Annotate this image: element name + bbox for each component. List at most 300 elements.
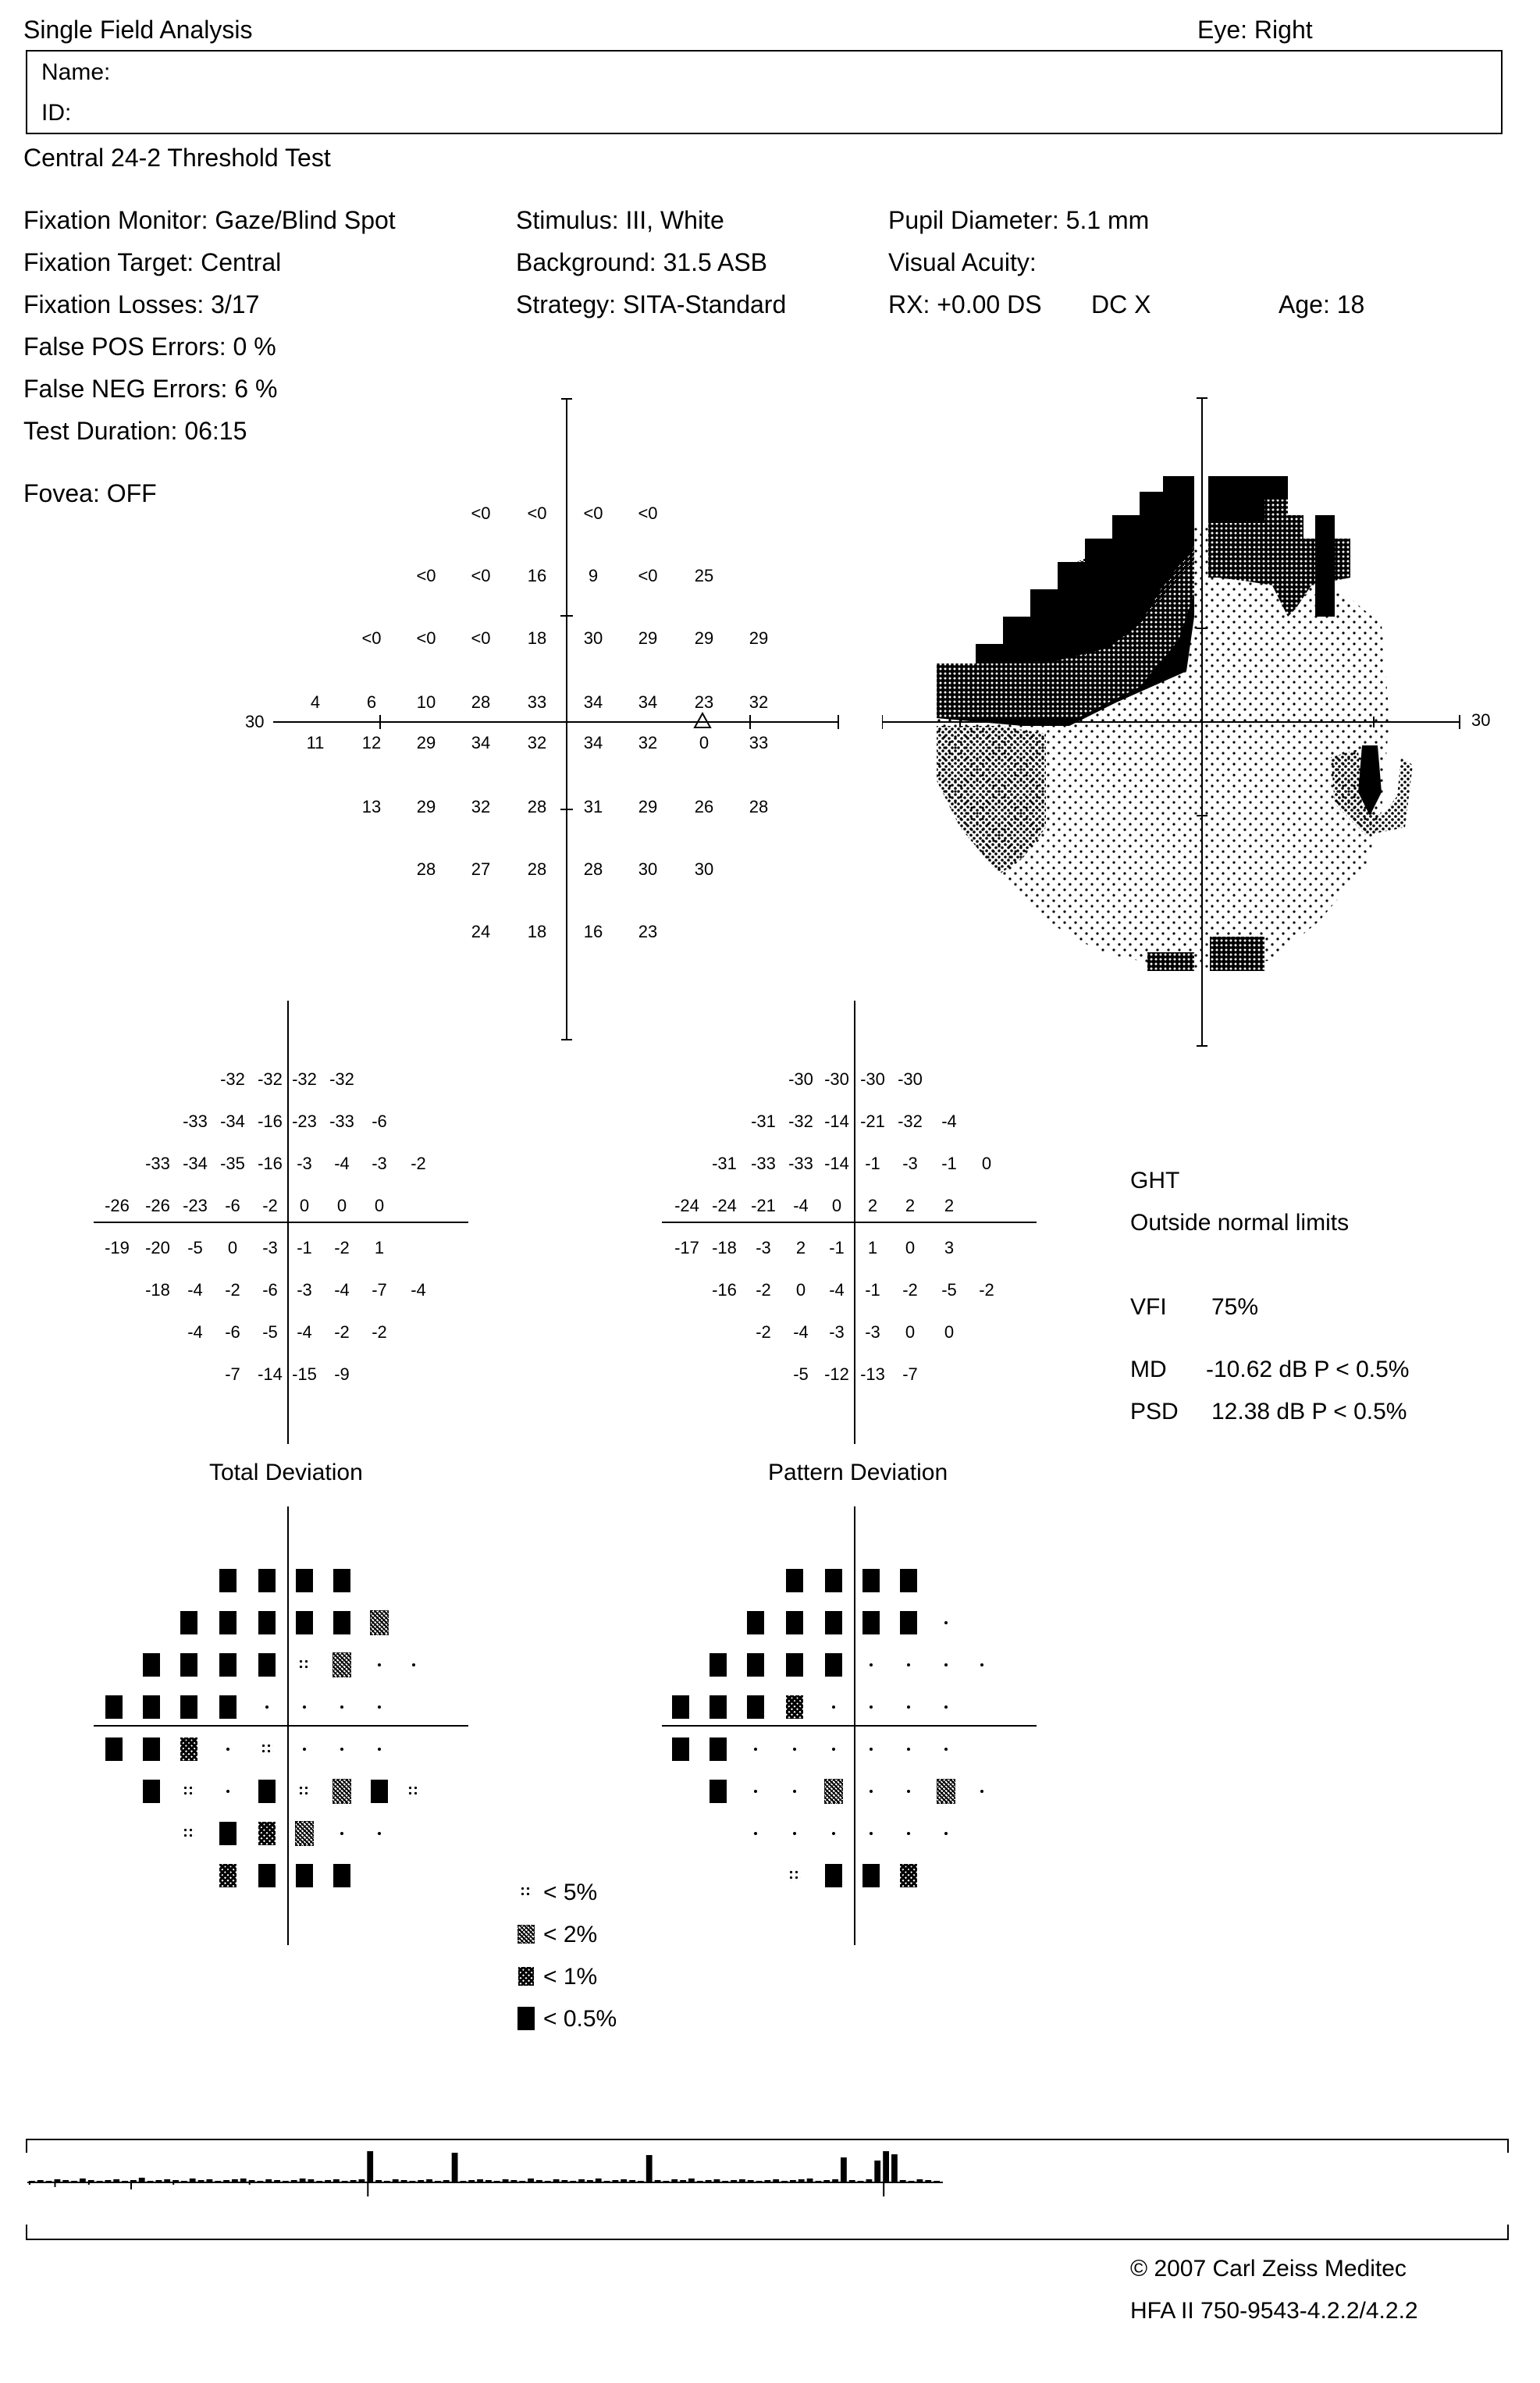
gaze-bar	[181, 2181, 187, 2182]
pattern-deviation-value: -31	[712, 1154, 737, 1173]
pattern-deviation-value: 2	[944, 1196, 955, 1215]
pattern-deviation-value: -31	[751, 1111, 776, 1131]
p5-symbol	[261, 1743, 273, 1755]
pattern-deviation-value: -30	[898, 1069, 923, 1089]
threshold-value: 30	[638, 859, 658, 879]
total-deviation-value: -5	[187, 1238, 203, 1257]
gaze-bar	[748, 2180, 754, 2182]
gaze-bar	[198, 2180, 205, 2182]
gaze-bar	[663, 2181, 670, 2182]
threshold-value: 30	[583, 628, 603, 648]
pattern-deviation-value: -5	[941, 1280, 957, 1300]
total-deviation-value: -19	[105, 1238, 130, 1257]
gaze-bar-down	[88, 2182, 90, 2185]
gaze-bar	[80, 2178, 86, 2182]
threshold-value: 13	[361, 797, 382, 816]
threshold-value: 26	[694, 797, 714, 816]
pattern-deviation-value: 0	[944, 1322, 955, 1342]
p05-symbol	[333, 1569, 350, 1592]
threshold-value: 29	[638, 628, 658, 648]
gaze-bar	[461, 2181, 467, 2182]
threshold-value: 0	[699, 733, 710, 752]
pattern-deviation-value: -4	[793, 1196, 809, 1215]
pattern-deviation-value: -1	[829, 1238, 845, 1257]
gaze-bar	[55, 2179, 61, 2182]
gaze-bar	[823, 2180, 830, 2182]
age: Age: 18	[1279, 290, 1365, 318]
p05-symbol	[143, 1780, 160, 1803]
gaze-bar-down	[29, 2182, 30, 2185]
gaze-bar	[841, 2157, 847, 2182]
normal-point-symbol	[944, 1705, 948, 1709]
gaze-bar	[503, 2179, 509, 2182]
total-deviation-value: -2	[411, 1154, 426, 1173]
p05-symbol	[180, 1653, 197, 1677]
normal-point-symbol	[944, 1832, 948, 1835]
total-deviation-value: -23	[292, 1111, 317, 1131]
p05-symbol	[105, 1695, 123, 1719]
p05-symbol	[672, 1695, 689, 1719]
total-deviation-value: -4	[187, 1322, 203, 1342]
gaze-bar	[88, 2180, 94, 2182]
pattern-deviation-value: -18	[712, 1238, 737, 1257]
gaze-bar	[528, 2178, 534, 2182]
threshold-value: 28	[527, 797, 547, 816]
total-deviation-value: -32	[292, 1069, 317, 1089]
threshold-value: 29	[416, 797, 436, 816]
threshold-value: <0	[471, 628, 491, 648]
total-deviation-value: 0	[336, 1196, 347, 1215]
p1-symbol	[258, 1822, 276, 1845]
pattern-deviation-value: -32	[898, 1111, 923, 1131]
total-deviation-value: -6	[225, 1196, 240, 1215]
gaze-bar	[816, 2181, 822, 2182]
gaze-bar	[393, 2179, 399, 2182]
gaze-bar	[410, 2181, 416, 2182]
pattern-deviation-value: -4	[793, 1322, 809, 1342]
normal-point-symbol	[265, 1705, 269, 1709]
total-deviation-value: -32	[329, 1069, 354, 1089]
normal-point-symbol	[870, 1790, 873, 1793]
gaze-bar	[130, 2180, 137, 2182]
gaze-bar	[570, 2181, 576, 2182]
threshold-value: 23	[638, 922, 658, 941]
p1-symbol	[786, 1695, 803, 1719]
pattern-deviation-value: -14	[824, 1154, 849, 1173]
gaze-bar	[384, 2181, 390, 2182]
pattern-deviation-value: -30	[788, 1069, 813, 1089]
test-duration: Test Duration: 06:15	[23, 417, 247, 445]
pattern-deviation-value: -7	[902, 1364, 918, 1384]
gaze-bar	[401, 2180, 407, 2182]
total-deviation-value: -26	[145, 1196, 170, 1215]
false-pos-errors: False POS Errors: 0 %	[23, 333, 276, 361]
threshold-value: 4	[310, 692, 321, 712]
normal-point-symbol	[378, 1663, 381, 1666]
gaze-bar	[29, 2181, 35, 2182]
gaze-bar	[452, 2153, 458, 2182]
threshold-value: 34	[471, 733, 491, 752]
pattern-deviation-value: -24	[712, 1196, 737, 1215]
p5-symbol	[788, 1869, 801, 1882]
fixation-target: Fixation Target: Central	[23, 248, 282, 276]
total-deviation-value: -6	[372, 1111, 387, 1131]
total-deviation-value: -26	[105, 1196, 130, 1215]
threshold-value: 29	[694, 628, 714, 648]
total-deviation-value: -2	[372, 1322, 387, 1342]
p05-symbol	[219, 1822, 237, 1845]
p05-symbol	[672, 1737, 689, 1761]
threshold-value: 18	[527, 628, 547, 648]
total-deviation-value: -1	[297, 1238, 312, 1257]
p05-symbol	[333, 1864, 350, 1887]
gaze-bar	[207, 2179, 213, 2182]
gaze-bar	[883, 2151, 889, 2182]
p05-symbol	[825, 1864, 842, 1887]
normal-point-symbol	[303, 1748, 306, 1751]
pattern-deviation-value: -1	[941, 1154, 957, 1173]
gaze-bar	[832, 2179, 838, 2182]
total-deviation-value: -33	[183, 1111, 208, 1131]
threshold-value: 28	[471, 692, 491, 712]
pupil-diameter: Pupil Diameter: 5.1 mm	[888, 206, 1150, 234]
gaze-bar	[258, 2181, 264, 2182]
normal-point-symbol	[944, 1621, 948, 1624]
normal-point-symbol	[303, 1705, 306, 1709]
total-deviation-value: -3	[372, 1154, 387, 1173]
p05-symbol	[143, 1695, 160, 1719]
copyright: © 2007 Carl Zeiss Meditec	[1130, 2256, 1407, 2282]
normal-point-symbol	[870, 1748, 873, 1751]
pattern-deviation-value: -30	[824, 1069, 849, 1089]
pattern-deviation-value: 0	[831, 1196, 842, 1215]
p2-symbol	[333, 1779, 351, 1804]
p5-symbol	[520, 1886, 532, 1898]
total-deviation-value: -4	[334, 1280, 350, 1300]
legend-p5: < 5%	[543, 1880, 598, 1905]
p05-symbol	[786, 1569, 803, 1592]
threshold-value: 12	[361, 733, 382, 752]
p05-symbol	[258, 1611, 276, 1634]
fovea-status: Fovea: OFF	[23, 479, 157, 507]
psd-value: 12.38 dB P < 0.5%	[1211, 1399, 1407, 1424]
version: HFA II 750-9543-4.2.2/4.2.2	[1130, 2298, 1418, 2324]
p05-symbol	[296, 1611, 313, 1634]
gaze-bar	[519, 2181, 525, 2182]
normal-point-symbol	[980, 1790, 983, 1793]
normal-point-symbol	[378, 1705, 381, 1709]
gaze-bar	[706, 2180, 712, 2182]
total-deviation-value: -4	[297, 1322, 312, 1342]
gaze-bar	[172, 2180, 179, 2182]
pattern-deviation-value: -1	[865, 1280, 880, 1300]
gaze-bar	[604, 2181, 610, 2182]
gaze-bar	[638, 2181, 644, 2182]
p05-symbol	[180, 1611, 197, 1634]
normal-point-symbol	[832, 1705, 835, 1709]
total-deviation-value: -2	[334, 1238, 350, 1257]
gaze-bar-down	[55, 2182, 56, 2187]
vfi-value: 75%	[1211, 1294, 1259, 1320]
total-deviation-value: -20	[145, 1238, 170, 1257]
gaze-bar	[849, 2180, 855, 2182]
total-deviation-value: 0	[299, 1196, 310, 1215]
gaze-bar	[798, 2179, 805, 2182]
pattern-deviation-value: -3	[756, 1238, 771, 1257]
id-label: ID:	[41, 100, 72, 126]
md-value: -10.62 dB P < 0.5%	[1206, 1357, 1410, 1382]
normal-point-symbol	[793, 1790, 796, 1793]
total-deviation-value: 0	[374, 1196, 385, 1215]
gaze-bar-down	[249, 2182, 251, 2185]
threshold-value: 32	[638, 733, 658, 752]
threshold-value: 33	[527, 692, 547, 712]
p1-symbol	[180, 1737, 197, 1761]
pattern-deviation-value: 2	[867, 1196, 878, 1215]
p2-symbol	[824, 1779, 843, 1804]
gaze-tracking-strip	[26, 2139, 1509, 2240]
gaze-bar	[71, 2181, 77, 2182]
pattern-deviation-value: -32	[788, 1111, 813, 1131]
pattern-deviation-value: 0	[905, 1322, 916, 1342]
threshold-value: 34	[583, 692, 603, 712]
pattern-deviation-value: -24	[674, 1196, 699, 1215]
pattern-deviation-value: 2	[905, 1196, 916, 1215]
gaze-bar	[866, 2179, 873, 2182]
p05-symbol	[371, 1780, 388, 1803]
p05-symbol	[710, 1695, 727, 1719]
gaze-bar-down	[367, 2182, 368, 2196]
p05-symbol	[105, 1737, 123, 1761]
gaze-bar	[190, 2178, 196, 2182]
threshold-value: <0	[416, 628, 436, 648]
p05-symbol	[219, 1653, 237, 1677]
gaze-bar	[97, 2181, 103, 2182]
p05-symbol	[143, 1737, 160, 1761]
gaze-bar-down	[883, 2182, 884, 2196]
total-deviation-value: 0	[227, 1238, 238, 1257]
pattern-deviation-value: -3	[865, 1322, 880, 1342]
pattern-deviation-title: Pattern Deviation	[768, 1460, 948, 1485]
pattern-deviation-value: -4	[829, 1280, 845, 1300]
pattern-deviation-value: 3	[944, 1238, 955, 1257]
normal-point-symbol	[870, 1663, 873, 1666]
fixation-losses: Fixation Losses: 3/17	[23, 290, 260, 318]
gaze-bar	[215, 2181, 221, 2182]
threshold-value: 10	[416, 692, 436, 712]
threshold-value: 29	[416, 733, 436, 752]
total-deviation-value: -3	[297, 1154, 312, 1173]
threshold-value: 32	[471, 797, 491, 816]
pattern-deviation-value: -21	[751, 1196, 776, 1215]
normal-point-symbol	[870, 1705, 873, 1709]
pattern-deviation-value: -33	[788, 1154, 813, 1173]
p05-symbol	[710, 1737, 727, 1761]
threshold-value: 24	[471, 922, 491, 941]
normal-point-symbol	[412, 1663, 415, 1666]
gaze-bar	[477, 2179, 483, 2182]
gaze-bar	[494, 2181, 500, 2182]
gaze-bar	[426, 2179, 432, 2182]
total-deviation-value: -2	[225, 1280, 240, 1300]
p5-symbol	[183, 1785, 195, 1798]
gaze-bar	[156, 2180, 162, 2182]
gaze-bar	[350, 2180, 357, 2182]
threshold-value: 18	[527, 922, 547, 941]
pattern-deviation-value: -33	[751, 1154, 776, 1173]
gaze-bar	[578, 2179, 585, 2182]
rx: RX: +0.00 DS	[888, 290, 1042, 318]
gaze-bar	[418, 2180, 424, 2182]
normal-point-symbol	[944, 1663, 948, 1666]
total-deviation-value: -6	[225, 1322, 240, 1342]
gaze-bar	[925, 2180, 931, 2182]
threshold-value: 28	[527, 859, 547, 879]
gaze-bar	[807, 2178, 813, 2182]
p05-symbol	[862, 1611, 880, 1634]
p05-symbol	[710, 1780, 727, 1803]
gaze-bar	[613, 2180, 619, 2182]
gaze-bar	[113, 2179, 119, 2182]
ght-label: GHT	[1130, 1168, 1180, 1193]
normal-point-symbol	[378, 1748, 381, 1751]
pattern-deviation-value: -16	[712, 1280, 737, 1300]
patient-info-box	[26, 50, 1503, 134]
threshold-value: 9	[588, 566, 599, 585]
p05-symbol	[786, 1653, 803, 1677]
p05-symbol	[258, 1780, 276, 1803]
pattern-deviation-value: -17	[674, 1238, 699, 1257]
total-deviation-value: -6	[262, 1280, 278, 1300]
p1-symbol	[900, 1864, 917, 1887]
gaze-bar	[367, 2151, 373, 2182]
gaze-bar	[164, 2179, 170, 2182]
gaze-bar	[891, 2154, 898, 2182]
threshold-value: 29	[749, 628, 769, 648]
threshold-value: <0	[527, 503, 547, 523]
threshold-value: 34	[583, 733, 603, 752]
pattern-deviation-value: -3	[829, 1322, 845, 1342]
gaze-bar	[485, 2180, 492, 2182]
threshold-value: 11	[306, 733, 325, 752]
p05-symbol	[747, 1653, 764, 1677]
gaze-bar	[874, 2161, 880, 2182]
normal-point-symbol	[907, 1832, 910, 1835]
total-deviation-value: -34	[183, 1154, 208, 1173]
gaze-bar	[249, 2180, 255, 2182]
gaze-bar	[646, 2155, 653, 2182]
normal-point-symbol	[226, 1790, 229, 1793]
total-deviation-value: -9	[334, 1364, 350, 1384]
normal-point-symbol	[340, 1748, 343, 1751]
gaze-bar	[291, 2180, 297, 2182]
gaze-bar	[511, 2180, 517, 2182]
md-label: MD	[1130, 1357, 1167, 1382]
p5-symbol	[183, 1827, 195, 1840]
normal-point-symbol	[832, 1832, 835, 1835]
p05-symbol	[825, 1653, 842, 1677]
normal-point-symbol	[907, 1705, 910, 1709]
gaze-bar	[714, 2179, 720, 2182]
gaze-bar	[105, 2180, 112, 2182]
eye-label: Eye: Right	[1197, 16, 1313, 44]
gaze-bar	[773, 2179, 779, 2182]
gaze-bar	[375, 2180, 382, 2182]
pattern-deviation-value: 2	[795, 1238, 806, 1257]
gaze-bar	[545, 2181, 551, 2182]
threshold-value: 33	[749, 733, 769, 752]
pattern-deviation-value: -2	[756, 1280, 771, 1300]
gaze-bar	[443, 2180, 450, 2182]
normal-point-symbol	[754, 1748, 757, 1751]
p05-symbol	[747, 1611, 764, 1634]
gaze-bar	[333, 2179, 340, 2182]
false-neg-errors: False NEG Errors: 6 %	[23, 375, 278, 403]
p05-symbol	[862, 1569, 880, 1592]
p2-symbol	[333, 1652, 351, 1677]
p05-symbol	[219, 1569, 237, 1592]
probability-legend	[515, 1873, 671, 2045]
gaze-bar	[325, 2180, 331, 2182]
total-deviation-value: -16	[258, 1111, 283, 1131]
gaze-bar	[697, 2181, 703, 2182]
p05-symbol	[786, 1611, 803, 1634]
p05-symbol	[900, 1611, 917, 1634]
threshold-value: 16	[583, 922, 603, 941]
total-deviation-value: 1	[374, 1238, 385, 1257]
pattern-deviation-value: -14	[824, 1111, 849, 1131]
p05-symbol	[710, 1653, 727, 1677]
total-deviation-value: -23	[183, 1196, 208, 1215]
threshold-value: 29	[638, 797, 658, 816]
gaze-bar	[342, 2181, 348, 2182]
gaze-bar	[139, 2178, 145, 2182]
gaze-bar-down	[130, 2182, 132, 2189]
normal-point-symbol	[378, 1832, 381, 1835]
threshold-value: 6	[366, 692, 377, 712]
threshold-value: 32	[749, 692, 769, 712]
vfi-label: VFI	[1130, 1294, 1167, 1320]
gaze-bar	[629, 2180, 635, 2182]
threshold-value: 28	[583, 859, 603, 879]
normal-point-symbol	[754, 1790, 757, 1793]
gaze-bar	[909, 2181, 915, 2182]
normal-point-symbol	[944, 1748, 948, 1751]
grayscale-axis-label: 30	[1471, 710, 1491, 730]
gaze-bar	[37, 2180, 44, 2182]
threshold-value: <0	[361, 628, 382, 648]
threshold-value: <0	[638, 566, 658, 585]
p05-symbol	[143, 1653, 160, 1677]
normal-point-symbol	[340, 1705, 343, 1709]
p05-symbol	[296, 1864, 313, 1887]
pattern-deviation-value: 1	[867, 1238, 878, 1257]
total-deviation-title: Total Deviation	[209, 1460, 363, 1485]
p5-symbol	[407, 1785, 420, 1798]
p05-symbol	[747, 1695, 764, 1719]
pattern-deviation-value: -1	[865, 1154, 880, 1173]
gaze-bar	[232, 2179, 238, 2182]
gaze-bar	[562, 2180, 568, 2182]
total-deviation-value: -33	[145, 1154, 170, 1173]
pattern-deviation-value: 0	[981, 1154, 992, 1173]
blind-spot-triangle	[693, 712, 712, 729]
p05-symbol	[258, 1864, 276, 1887]
pattern-deviation-value: 0	[795, 1280, 806, 1300]
gaze-bar	[308, 2179, 315, 2182]
threshold-value: 31	[583, 797, 603, 816]
total-deviation-value: -3	[297, 1280, 312, 1300]
